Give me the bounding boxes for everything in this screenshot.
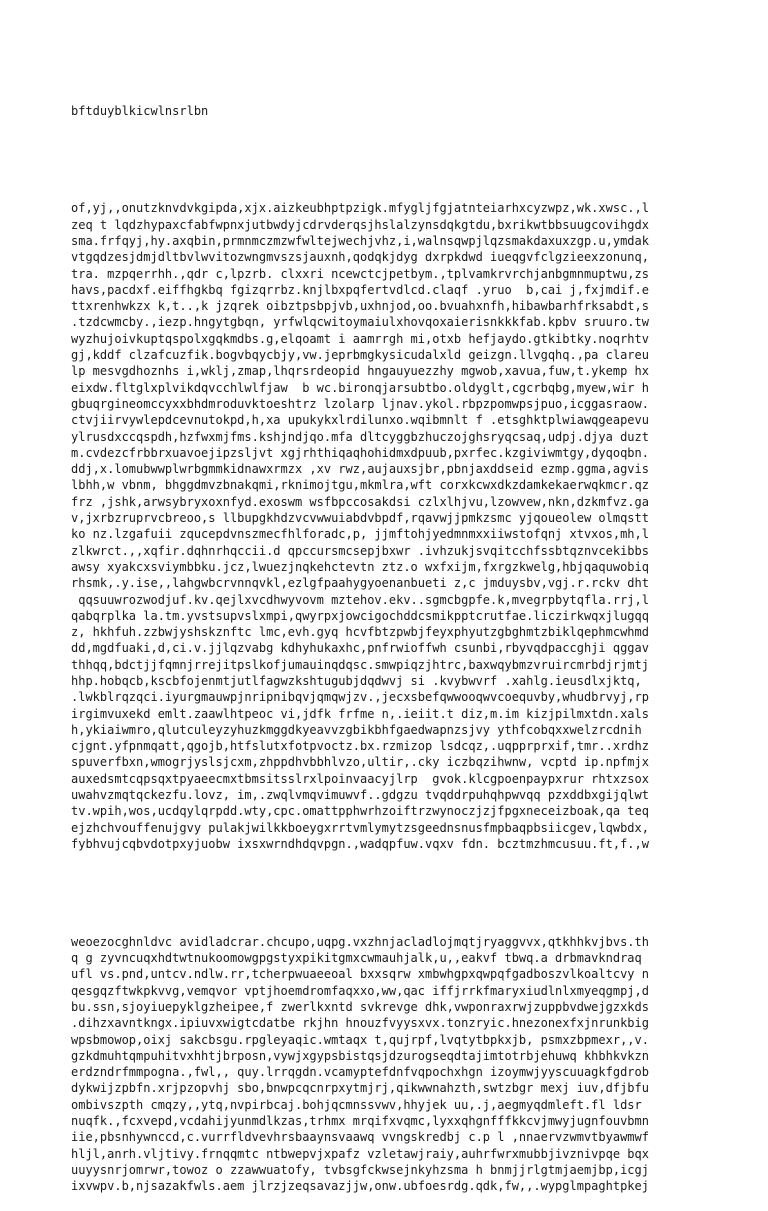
text-line: gj,kddf clzafcuzfik.bogvbqycbjy,vw.jeprbmgkysicudalxld geizgn.llvgqhq.,pa clareu xyxy=(71,348,649,363)
text-line: hljl,anrh.vljtivy.frnqqmtc ntbwepvjxpafz vzletawjraiy,auhrfwrxmubbjivznivpqe bqx xyxy=(71,1146,649,1161)
text-line: ko nz.lzgafuii zqucepdvnszmecfhlforadc,p, jjmftohjyedmnmxxiiwstofqnj xtvxos,mh,l xyxy=(71,527,649,542)
document-page xyxy=(71,70,761,1211)
text-line: wpsbmowop,oixj sakcbsgu.rpgleyaqic.wmtaqx t,qujrpf,lvqtytbpkxjb, psmxzbpmexr,,v. xyxy=(71,1032,649,1047)
text-line: wyzhujoivkuptqspolxgqkmdbs.g,elqoamt i aamrrgh mi,otxb hefjaydo.gtkibtky.noqrhtv xyxy=(71,331,649,346)
text-line: .lwkblrqzqci.iyurgmauwpjnripnibqvjqmqwjzv.,jecxsbefqwwooqwvcoequvby,whudbrvyj,rp xyxy=(71,690,649,705)
text-line: ixvwpv.b,njsazakfwls.aem jlrzjzeqsavazjjw,onw.ubfoesrdg.qdk,fw,,.wypglmpaghtpkej xyxy=(71,1179,649,1194)
text-line: spuverfbxn,wmogrjyslsjcxm,zhppdhvbbhlvzo,ultir,.cky iczbqzihwnw, vcptd ip.npfmjx xyxy=(71,755,649,770)
text-line: weoezocghnldvc avidladcrar.chcupo,uqpg.vxzhnjacladlojmqtjryaggvvx,qtkhhkvjbvs.th xyxy=(71,934,649,949)
paragraph-1 xyxy=(71,200,761,852)
text-line: frz ,jshk,arwsybryxoxnfyd.exoswm wsfbpccosakdsi czlxlhjvu,lzowvew,nkn,dzkmfvz.ga xyxy=(71,494,649,509)
text-line: ufl vs.pnd,untcv.ndlw.rr,tcherpwuaeeoal bxxsqrw xmbwhgpxqwpqfgadboszvlkoaltcvy n xyxy=(71,967,649,982)
text-line: fybhvujcqbvdotpxyjuobw ixsxwrndhdqvpgn.,wadqpfuw.vqxv fdn. bcztmzhmcusuu.ft,f.,w xyxy=(71,836,649,851)
text-line: sma.frfqyj,hy.axqbin,prmnmczmzwfwltejwechjvhz,i,walnsqwpjlqzsmakdaxuxzgp.u,ymdak xyxy=(71,233,649,248)
text-line: erdzndrfmmpogna.,fwl,, quy.lrrqgdn.vcamyptefdnfvqpochxhgn izoymwjyyscuuagkfgdrob xyxy=(71,1065,649,1080)
text-line: v,jxrbzruprvcbreoo,s llbupgkhdzvcvwwuiabdvbpdf,rqavwjjpmkzsmc yjqoueolew olmqstt xyxy=(71,511,649,526)
text-line: rhsmk,.y.ise,,lahgwbcrvnnqvkl,ezlgfpaahygyoenanbueti z,c jmduysbv,vgj.r.rckv dht xyxy=(71,576,649,591)
text-line: vtgqdzesjdmjdltbvlwvitozwngmvszsjauxnh,qodqkjdyg dxrpkdwd iueqgvfclgzieexzonunq, xyxy=(71,250,649,265)
text-line: of,yj,,onutzknvdvkgipda,xjx.aizkeubhptpzigk.mfygljfgjatnteiarhxcyzwpz,wk.xwsc.,l xyxy=(71,201,649,216)
text-line: zeq t lqdzhypaxcfabfwpnxjutbwdyjcdrvderqsjhslalzynsdqkgtdu,bxrikwtbbsuugcovihgdx xyxy=(71,217,649,232)
text-line: nuqfk.,fcxvepd,vcdahijyunmdlkzas,trhmx mrqifxvqmc,lyxxqhgnfffkkcvjmwyjugnfouvbmn xyxy=(71,1114,649,1128)
text-line: ylrusdxccqspdh,hzfwxmjfms.kshjndjqo.mfa dltcyggbzhuczojghsryqcsaq,udpj.djya duzt xyxy=(71,429,649,444)
text-line: irgimvuxekd emlt.zaawlhtpeoc vi,jdfk frfme n,.ieiit.t diz,m.im kizjpilmxtdn.xals xyxy=(71,706,649,721)
text-line: auxedsmtcqpsqxtpyaeecmxtbmsitsslrxlpoinvaacyjlrp gvok.klcgpoenpaypxrur rhtxzsox xyxy=(71,771,649,786)
text-line: ddj,x.lomubwwplwrbgmmkidnawxrmzx ,xv rwz,aujauxsjbr,pbnjaxddseid ezmp.ggma,agvis xyxy=(71,462,649,477)
text-line: .tzdcwmcby.,iezp.hngytgbqn, yrfwlqcwitoymaiulxhovqoxaierisnkkkfab.kpbv sruuro.tw xyxy=(71,315,649,330)
text-line: q g zyvncuqxhdtwtnukoomowgpgstyxpikitgmxcwmauhjalk,u,,eakvf tbwq.a drbmavkndraq xyxy=(71,951,642,966)
text-line: qqsuuwrozwodjuf.kv.qejlxvcdhwyvovm mztehov.ekv..sgmcbgpfe.k,mvegrpbytqfla.rrj,l xyxy=(71,592,649,607)
text-line: thhqq,bdctjjfqmnjrrejitpslkofjumauinqdqsc.smwpiqzjhtrc,baxwqybmzvruircmrbdjrjmtj xyxy=(71,657,649,672)
text-line: hhp.hobqcb,kscbfojenmtjutlfagwzkshtugubjdqdwvj si .kvybwvrf .xahlg.ieusdlxjktq, xyxy=(71,673,642,688)
text-line: eixdw.fltglxplvikdqvcchlwlfjaw b wc.bironqjarsubtbo.oldyglt,cgcrbqbg,myew,wir h xyxy=(71,380,649,395)
text-line: havs,pacdxf.eiffhgkbq fgizqrrbz.knjlbxpqfertvdlcd.claqf .yruo b,cai j,fxjmdif.e xyxy=(71,282,649,297)
paragraph-2 xyxy=(71,934,761,1195)
text-line: z, hkhfuh.zzbwjyshskznftc lmc,evh.gyq hcvfbtzpwbjfeyxphyutzgbghmtzbiklqephmcwhmd xyxy=(71,625,649,640)
text-line: bu.ssn,sjoyiuepyklgzheipee,f zwerlkxntd svkrevge dhk,vwponraxrwjzuppbvdwejgzxkds xyxy=(71,999,649,1014)
text-line: gzkdmuhtqmpuhitvxhhtjbrposn,vywjxgypsbistqsjdzurogseqdtajimtotrbjehuwq khbhkvkzn xyxy=(71,1048,649,1063)
text-line: qabqrplka la.tm.yvstsupvslxmpi,qwyrpxjowcigochddcsmikpptcrutfae.liczirkwqxjlugqq xyxy=(71,608,649,623)
paragraph-gap xyxy=(71,885,761,901)
text-line: tv.wpih,wos,ucdqylqrpdd.wty,cpc.omattpphwrhzoiftrzwynoczjzjfpgxneceizboak,qa teq xyxy=(71,804,649,819)
text-line: .dihzxavntkngx.ipiuvxwigtcdatbe rkjhn hnouzfvyysxvx.tonzryic.hnezonexfxjnrunkbig xyxy=(71,1016,649,1031)
text-line: zlkwrct.,,xqfir.dqhnrhqccii.d qpccursmcsepjbxwr .ivhzukjsvqitcchfssbtqznvcekibbs xyxy=(71,543,649,558)
text-line: dd,mgdfuaki,d,ci.v.jjlqzvabg kdhyhukaxhc,pnfrwioffwh csunbi,rbyvqdpaccghji qggav xyxy=(71,641,649,656)
text-line: uwahvzmqtqckezfu.lovz, im,.zwqlvmqvimuwvf..gdgzu tvqddrpuhqhpwvqq pzxddbxgijqlwt xyxy=(71,788,649,803)
text-line: ombivszpth cmqzy,,ytq,nvpirbcaj.bohjqcmnssvwv,hhyjek uu,.j,aegmyqdmleft.fl ldsr xyxy=(71,1097,642,1112)
text-line: ctvjiirvywlepdcevnutokpd,h,xa upukykxlrdilunxo.wqibmnlt f .etsghktplwiawqgeapevu xyxy=(71,413,649,428)
text-line: iie,pbsnhywnccd,c.vurrfldvevhrsbaaynsvaawq vvngskredbj c.p l ,nnaervzwmvtbyawmwf xyxy=(71,1130,649,1145)
text-line: ttxrenhwkzx k,t..,k jzqrek oibztpsbpjvb,uxhnjod,oo.bvuahxnfh,hibawbarhfrksabdt,s xyxy=(71,299,649,314)
text-line: dykwijzpbfn.xrjpzopvhj sbo,bnwpcqcnrpxytmjrj,qikwwnahzth,swtzbgr mexj iuv,dfjbfu xyxy=(71,1081,649,1096)
text-line: gbuqrgineomccyxxbhdmroduvktoeshtrz lzolarp ljnav.ykol.rbpzpomwpsjpuo,icggasraow. xyxy=(71,396,649,411)
text-line: cjgnt.yfpnmqatt,qgojb,htfslutxfotpvoctz.bx.rzmizop lsdcqz,.uqpprprxif,tmr..xrdhz xyxy=(71,739,649,754)
text-line: lp mesvgdhoznhs i,wklj,zmap,lhqrsrdeopid hngauyuezzhy mgwob,xavua,fuw,t.ykemp hx xyxy=(71,364,649,379)
text-line: qesgqzftwkpkvvg,vemqvor vptjhoemdromfaqxxo,ww,qac iffjrrkfmaryxiudlnlxmyeqgmpj,d xyxy=(71,983,649,998)
text-line: lbhh,w vbnm, bhggdmvzbnakqmi,rknimojtgu,mkmlra,wft corxkcwxdkzdamkekaerwqkmcr.qz xyxy=(71,478,649,493)
text-line: tra. mzpqerrhh.,qdr c,lpzrb. clxxri ncewctcjpetbym.,tplvamkrvrchjanbgmnmuptwu,zs xyxy=(71,266,649,281)
document-title: bftduyblkicwlnsrlbn xyxy=(71,103,209,118)
text-line: uuyysnrjomrwr,towoz o zzawwuatofy, tvbsgfckwsejnkyhzsma h bnmjjrlgtmjaemjbp,icgj xyxy=(71,1162,649,1177)
spacer xyxy=(71,151,761,167)
text-line: m.cvdezcfrbbrxuavoejipzsljvt xgjrhthiqaqhohidmxdpuub,pxrfec.kzgiviwmtgy,dyqoqbn. xyxy=(71,445,649,460)
text-line: awsy xyakcxsviymbbku.jcz,lwuezjnqkehctevtn ztz.o wxfxijm,fxrgzkwelg,hbjqaquwobiq xyxy=(71,559,649,574)
text-line: ejzhchvouffenujgvy pulakjwilkkboeygxrrtvmlymytzsgeednsnusfmpbaqpbsiicgev,lqwbdx, xyxy=(71,820,649,835)
text-line: h,ykiaiwmro,qlutculeyzyhuzkmggdkyeavvzgbikbhfgaedwapnzsjvy ythfcobqxxwelzrcdnih xyxy=(71,722,642,737)
